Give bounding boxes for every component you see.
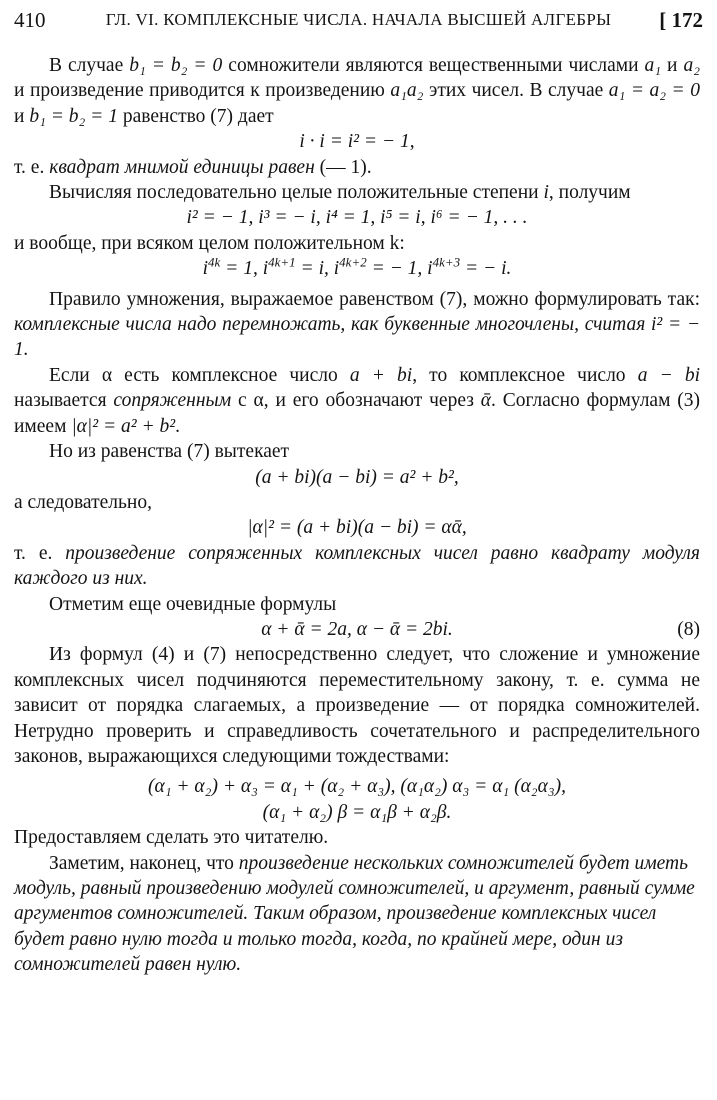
equation-modulus-squared: |α|² = (a + bi)(a − bi) = αᾱ, bbox=[247, 517, 467, 539]
paragraph-from-eq7: Но из равенства (7) вытекает bbox=[49, 441, 290, 463]
equation-powers-4k: $i^{4k} = 1$, $i^{4k+1} = i$, $i^{4k+2}$ = − 1, $i^{4k+3}$ = − i. bbox=[202, 254, 512, 280]
equation-powers-of-i: i² = − 1, i³ = − i, i⁴ = 1, i⁵ = i, i⁶ = − 1, . . . bbox=[186, 207, 528, 229]
equation-distributive: (α₁ + α₂) β = α₁β + α₂β. bbox=[262, 801, 452, 823]
equation-number: (8) bbox=[677, 618, 700, 640]
paragraph-multiplication-rule: Правило умножения, выражаемое равенством (7), можно формулировать так: комплексные числа надо перемножать, как буквенные многочлены, считая i² = − 1. bbox=[14, 288, 700, 361]
equation-8: α + ᾱ = 2a, α − ᾱ = 2bi. (8) bbox=[14, 617, 700, 642]
page-number: 410 bbox=[14, 8, 46, 32]
paragraph-imaginary-unit: т. е. квадрат мнимой единицы равен (— 1). bbox=[14, 156, 372, 178]
page-body bbox=[14, 53, 700, 978]
equation-i-squared: i · i = i² = − 1, bbox=[299, 131, 415, 153]
paragraph-conjugate: Если α есть комплексное число a + bi, то комплексное число a − bi называется сопряженным с α, и его обозначают через ᾱ. Согласно формулам (3) имеем |α|² = a² + b². bbox=[14, 364, 701, 437]
paragraph-obvious-formulas: Отметим еще очевидные формулы bbox=[49, 593, 337, 615]
chapter-title: ГЛ. VI. КОМПЛЕКСНЫЕ ЧИСЛА. НАЧАЛА ВЫСШЕЙ АЛГЕБРЫ bbox=[105, 10, 612, 29]
paragraph-modulus-argument: Заметим, наконец, что произведение нескольких сомножителей будет иметь модуль, равный произведению модулей сомножителей, и аргумент, равный сумме аргументов сомножителей. Таким образом, произведение комплексных чисел будет равно нулю тогда и только тогда, когда, по крайней мере, один из сомножителей равен нулю. bbox=[14, 852, 695, 976]
section-number: [ 172 bbox=[659, 8, 703, 32]
paragraph-laws: Из формул (4) и (7) непосредственно следует, что сложение и умножение комплексных чисел подчиняются переместительному закону, т. е. сумма не зависит от порядка слагаемых, а произведение — от порядка сомножителей. Нетрудно проверить и справедливость сочетательного и распределительного законов, выражающихся следующими тождествами: bbox=[14, 644, 700, 767]
paragraph-conjugate-theorem: т. е. произведение сопряженных комплексных чисел равно квадрату модуля каждого из них. bbox=[14, 542, 700, 590]
paragraph-real-case: В случае b₁ = b₂ = 0 сомножители являются вещественными числами a₁ и a₂ и произведение приводится к произведению a₁a₂ этих чисел. В случае a₁ = a₂ = 0 и b₁ = b₂ = 1 равенство (7) дает bbox=[14, 55, 701, 127]
equation-conjugate-product: (a + bi)(a − bi) = a² + b², bbox=[255, 466, 459, 488]
paragraph-general-k: и вообще, при всяком целом положительном k: bbox=[14, 232, 405, 254]
equation-associative: (α₁ + α₂) + α₃ = α₁ + (α₂ + α₃), (α₁α₂) α₃ = α₁ (α₂α₃), bbox=[148, 776, 566, 798]
paragraph-consequently: а следовательно, bbox=[14, 491, 152, 513]
running-header bbox=[14, 8, 703, 36]
paragraph-powers: Вычисляя последовательно целые положительные степени i, получим bbox=[49, 182, 631, 204]
paragraph-exercise: Предоставляем сделать это читателю. bbox=[14, 827, 329, 849]
